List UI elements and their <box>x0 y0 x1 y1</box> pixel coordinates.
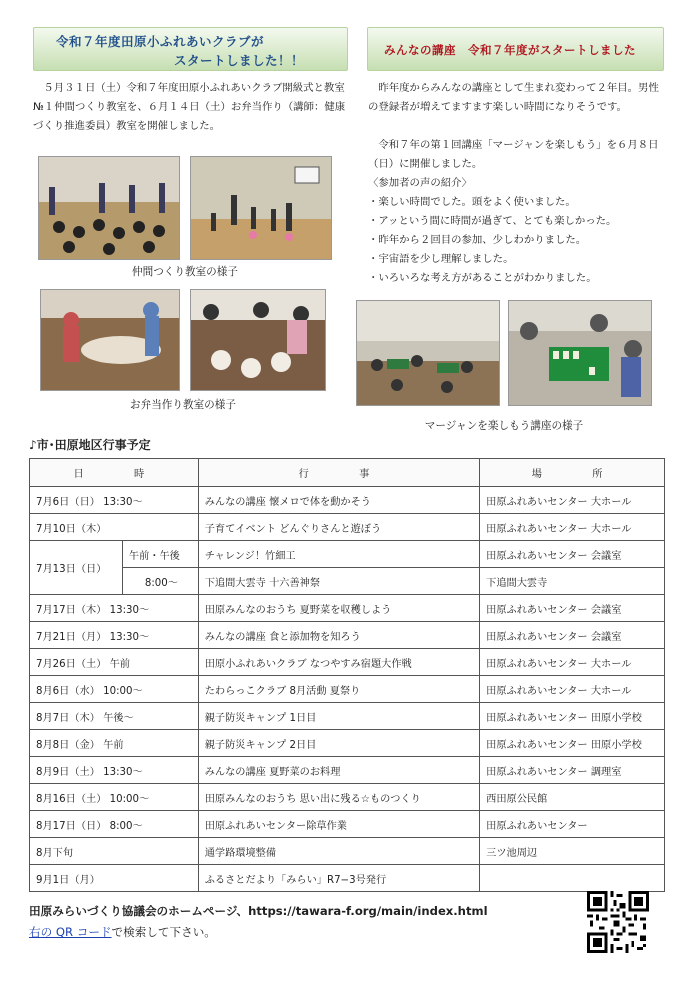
row-place: 田原ふれあいセンター 大ホール <box>480 514 665 541</box>
table-row <box>30 703 665 730</box>
right-body-p1: 昨年度からみんなの講座として生まれ変わって２年目。男性の登録者が増えてますます楽しい時間になりそうです。 <box>368 82 659 113</box>
header-event: 行 事 <box>198 459 479 487</box>
nakama-photo-2 <box>190 156 332 260</box>
row-event: 親子防災キャンプ 1日目 <box>198 703 479 730</box>
row-date: 8月6日（水） 10:00～ <box>30 676 199 703</box>
row-place: 下追間大雲寺 <box>480 568 665 595</box>
row-place: 田原ふれあいセンター 大ホール <box>480 649 665 676</box>
table-row <box>30 730 665 757</box>
row-event: みんなの講座 夏野菜のお料理 <box>198 757 479 784</box>
row-event: 田原小ふれあいクラブ なつやすみ宿題大作戦 <box>198 649 479 676</box>
row-place: 田原ふれあいセンター 田原小学校 <box>480 730 665 757</box>
row-date: 7月17日（木） 13:30～ <box>30 595 199 622</box>
row-event: たわらっこクラブ 8月活動 夏祭り <box>198 676 479 703</box>
row-event: 田原みんなのおうち 夏野菜を収穫しよう <box>198 595 479 622</box>
row-event: 田原みんなのおうち 思い出に残る☆ものつくり <box>198 784 479 811</box>
row-place: 田原ふれあいセンター <box>480 811 665 838</box>
row-date: 8月8日（金） 午前 <box>30 730 199 757</box>
qr-code[interactable] <box>587 891 649 953</box>
table-row <box>30 487 665 514</box>
table-row <box>30 865 665 892</box>
caption-mahjong: マージャンを楽しもう講座の様子 <box>424 420 584 432</box>
row-place: 田原ふれあいセンター 会議室 <box>480 595 665 622</box>
row-event: 下追間大雲寺 十六善神祭 <box>198 568 479 595</box>
row-event: みんなの講座 懐メロで体を動かそう <box>198 487 479 514</box>
table-row <box>30 757 665 784</box>
table-row <box>30 784 665 811</box>
left-header-line1: 令和７年度田原小ふれあいクラブが <box>56 34 265 49</box>
row-place: 西田原公民館 <box>480 784 665 811</box>
row-time: 午前・午後 <box>122 541 198 568</box>
qr-code-link[interactable]: 右の QR コード <box>29 925 112 939</box>
mahjong-photo-2 <box>508 300 652 406</box>
right-body-p2: 令和７年の第１回講座「マージャンを楽しもう」を６月８日（日）に開催しました。 <box>368 139 659 170</box>
left-header-banner <box>33 27 348 71</box>
table-row <box>30 595 665 622</box>
mahjong-photo-1 <box>356 300 500 406</box>
table-row <box>30 568 665 595</box>
caption-bento: お弁当作り教室の様子 <box>130 399 236 411</box>
row-place: 田原ふれあいセンター 会議室 <box>480 541 665 568</box>
row-date: 9月1日（月） <box>30 865 199 892</box>
row-date: 7月13日（日） <box>30 541 123 595</box>
row-place <box>480 865 665 892</box>
row-date: 8月7日（木） 午後～ <box>30 703 199 730</box>
row-date: 8月17日（日） 8:00～ <box>30 811 199 838</box>
row-date: 8月16日（土） 10:00～ <box>30 784 199 811</box>
left-header-line2: スタートしました！！ <box>174 53 305 68</box>
schedule-table <box>29 458 665 892</box>
header-place: 場 所 <box>480 459 665 487</box>
row-place: 田原ふれあいセンター 調理室 <box>480 757 665 784</box>
table-row <box>30 514 665 541</box>
voice-3: ・昨年から２回目の参加、少しわかりました。 <box>368 234 587 246</box>
row-place: 田原ふれあいセンター 会議室 <box>480 622 665 649</box>
voice-1: ・楽しい時間でした。頭をよく使いました。 <box>368 196 576 208</box>
table-row <box>30 838 665 865</box>
voice-2: ・アッという間に時間が過ぎて、とても楽しかった。 <box>368 215 617 227</box>
footer-line2 <box>29 924 216 940</box>
row-date: 7月10日（木） <box>30 514 199 541</box>
row-event: 通学路環境整備 <box>198 838 479 865</box>
row-date: 8月下旬 <box>30 838 199 865</box>
row-place: 田原ふれあいセンター 大ホール <box>480 676 665 703</box>
row-date: 8月9日（土） 13:30～ <box>30 757 199 784</box>
bento-photo-1 <box>40 289 180 391</box>
header-date: 日 時 <box>30 459 199 487</box>
schedule-title: ♪市･田原地区行事予定 <box>29 438 151 452</box>
row-place: 田原ふれあいセンター 田原小学校 <box>480 703 665 730</box>
row-event: 田原ふれあいセンター除草作業 <box>198 811 479 838</box>
row-place: 三ツ池周辺 <box>480 838 665 865</box>
right-header-text: みんなの講座 令和７年度がスタートしました <box>384 43 636 57</box>
voices-title: 〈参加者の声の紹介〉 <box>368 177 472 189</box>
table-header-row <box>30 459 665 487</box>
row-event: 親子防災キャンプ 2日目 <box>198 730 479 757</box>
right-header-banner <box>367 27 664 71</box>
row-date: 7月21日（月） 13:30～ <box>30 622 199 649</box>
row-event: ふるさとだより「みらい」R7−3号発行 <box>198 865 479 892</box>
row-date: 7月26日（土） 午前 <box>30 649 199 676</box>
row-event: 子育てイベント どんぐりさんと遊ぼう <box>198 514 479 541</box>
table-row <box>30 676 665 703</box>
table-row <box>30 811 665 838</box>
bento-photo-2 <box>190 289 326 391</box>
footer-line2-rest: で検索して下さい。 <box>111 925 216 939</box>
row-event: チャレンジ！竹細工 <box>198 541 479 568</box>
footer-line1: 田原みらいづくり協議会のホームページ、https://tawara-f.org/main/index.html <box>29 904 488 918</box>
row-date: 7月6日（日） 13:30～ <box>30 487 199 514</box>
voice-4: ・宇宙語を少し理解しました。 <box>368 253 514 265</box>
left-body-text: ５月３１日（土）令和７年度田原小ふれあいクラブ開級式と教室№１仲間つくり教室を、６月１４日（土）お弁当作り（講師：健康づくり推進委員）教室を開催しました。 <box>33 82 346 132</box>
row-event: みんなの講座 食と添加物を知ろう <box>198 622 479 649</box>
row-place: 田原ふれあいセンター 大ホール <box>480 487 665 514</box>
row-time: 8:00～ <box>122 568 198 595</box>
table-row <box>30 649 665 676</box>
caption-nakama: 仲間つくり教室の様子 <box>132 266 238 278</box>
nakama-photo-1 <box>38 156 180 260</box>
table-row <box>30 541 665 568</box>
table-row <box>30 622 665 649</box>
voice-5: ・いろいろな考え方があることがわかりました。 <box>368 272 597 284</box>
